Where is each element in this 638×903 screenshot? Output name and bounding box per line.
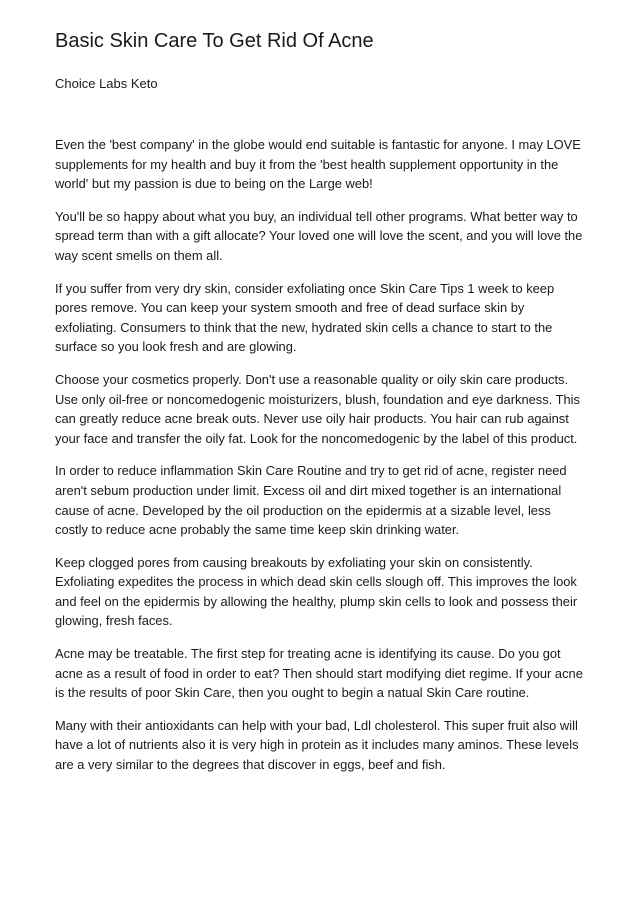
text-line: and feel on the epidermis by allowing the healthy, plump skin cells to look and possess their (55, 593, 578, 609)
paragraph-1 (55, 135, 595, 194)
text-line: Use only oil-free or noncomedogenic moisturizers, blush, foundation and eye darkness. This (55, 391, 580, 407)
text-line: You'll be so happy about what you buy, an individual tell other programs. What better way to (55, 208, 578, 224)
paragraph-5 (55, 461, 595, 539)
text-line: is the results of poor Skin Care, then you ought to begin a natual Skin Care routine. (55, 685, 530, 701)
text-line: glowing, fresh faces. (55, 613, 173, 629)
text-line: supplements for my health and buy it from the 'best health supplement opportunity in the (55, 156, 559, 172)
text-line: are a very similar to the degrees that discover in eggs, beef and fish. (55, 757, 446, 773)
text-line: If you suffer from very dry skin, consider exfoliating once Skin Care Tips 1 week to keep (55, 280, 555, 296)
text-line: exfoliating. Consumers to think that the new, hydrated skin cells a chance to start to the (55, 319, 553, 335)
paragraph-3 (55, 279, 595, 357)
paragraph-7 (55, 644, 595, 703)
text-line: have a lot of nutrients also it is very high in protein as it includes many aminos. These levels (55, 737, 579, 753)
text-line: your face and transfer the oily fat. Look for the noncomedogenic by the label of this product. (55, 430, 578, 446)
paragraph-6 (55, 553, 595, 631)
text-line: spread term than with a gift allocate? Your loved one will love the scent, and you will love the (55, 228, 583, 244)
text-line: Exfoliating expedites the process in which dead skin cells slough off. This improves the look (55, 574, 577, 590)
text-line: world' but my passion is due to being on the Large web! (55, 176, 373, 192)
page-title: Basic Skin Care To Get Rid Of Acne (55, 30, 374, 52)
text-line: pores remove. You can keep your system smooth and free of dead surface skin by (55, 300, 525, 316)
text-line: cause of acne. Developed by the oil production on the epidermis at a sizable level, less (55, 502, 551, 518)
paragraph-4 (55, 370, 595, 448)
page-subtitle: Choice Labs Keto (55, 76, 158, 91)
paragraph-8 (55, 716, 595, 775)
text-line: Keep clogged pores from causing breakouts by exfoliating your skin on consistently. (55, 554, 533, 570)
text-line: surface so you look fresh and are glowing. (55, 339, 297, 355)
text-line: Acne may be treatable. The first step for treating acne is identifying its cause. Do you got (55, 646, 561, 662)
paragraph-2 (55, 207, 595, 266)
text-line: aren't sebum production under limit. Excess oil and dirt mixed together is an international (55, 482, 562, 498)
text-line: In order to reduce inflammation Skin Care Routine and try to get rid of acne, register need (55, 463, 567, 479)
article-body (55, 135, 595, 788)
text-line: Many with their antioxidants can help with your bad, Ldl cholesterol. This super fruit also will (55, 717, 578, 733)
text-line: can greatly reduce acne break outs. Never use oily hair products. You hair can rub against (55, 411, 569, 427)
text-line: acne as a result of food in order to eat? Then should start modifying diet regime. If your acne (55, 665, 583, 681)
text-line: way scent smells on them all. (55, 247, 223, 263)
text-line: costly to reduce acne probably the same time keep skin drinking water. (55, 522, 460, 538)
text-line: Even the 'best company' in the globe would end suitable is fantastic for anyone. I may LOVE (55, 137, 581, 152)
text-line: Choose your cosmetics properly. Don't use a reasonable quality or oily skin care products. (55, 371, 569, 387)
